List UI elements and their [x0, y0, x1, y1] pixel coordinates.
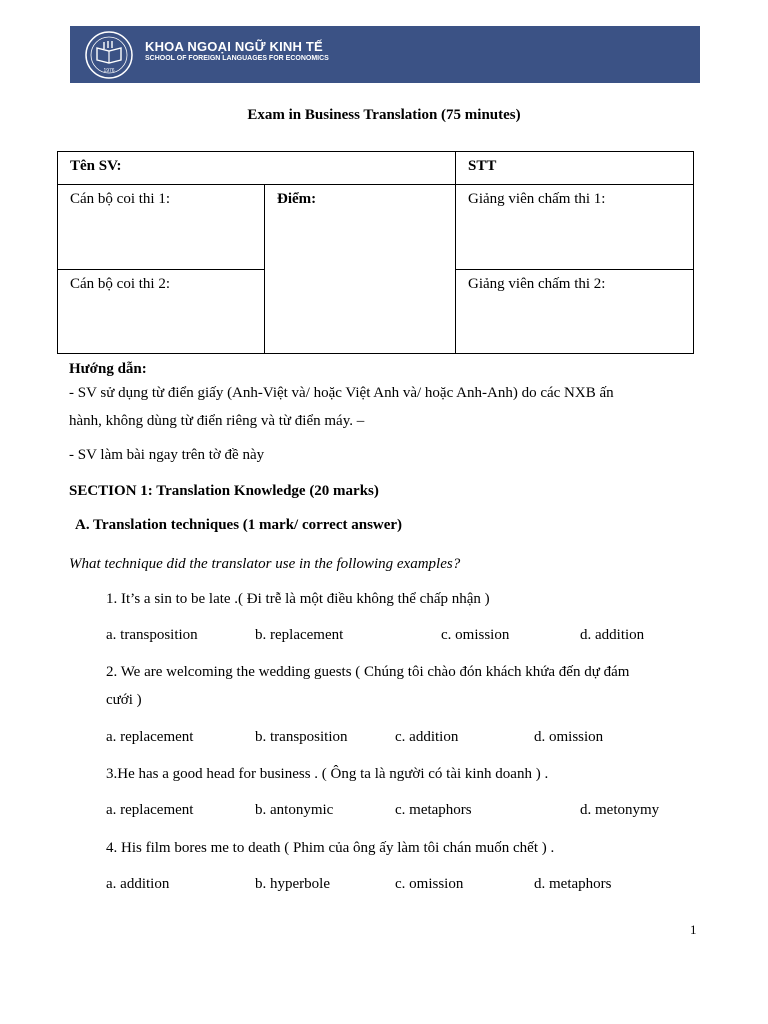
q4-option-d[interactable]: d. metaphors	[534, 876, 612, 892]
part-a-title: A. Translation techniques (1 mark/ correct answer)	[75, 517, 403, 533]
q2-option-b[interactable]: b. transposition	[255, 729, 348, 745]
q3-option-b[interactable]: b. antonymic	[255, 802, 334, 818]
instructions-line-1a: - SV sử dụng từ điển giấy (Anh-Việt và/ hoặc Việt Anh và/ hoặc Anh-Anh) do các NXB ấn	[69, 385, 614, 401]
q2-option-d[interactable]: d. omission	[534, 729, 604, 745]
q3-option-c[interactable]: c. metaphors	[395, 802, 472, 818]
q3-option-a[interactable]: a. replacement	[106, 802, 194, 818]
q1-option-d[interactable]: d. addition	[580, 627, 645, 643]
seal-year: 1976	[103, 68, 115, 74]
q1-option-b[interactable]: b. replacement	[255, 627, 344, 643]
exam-title: Exam in Business Translation (75 minutes)	[247, 107, 521, 123]
question-prompt: What technique did the translator use in the following examples?	[69, 556, 461, 572]
student-info-table	[57, 151, 694, 354]
page-number: 1	[690, 922, 697, 937]
q1-option-a[interactable]: a. transposition	[106, 627, 198, 643]
q4-option-c[interactable]: c. omission	[395, 876, 464, 892]
q4-option-a[interactable]: a. addition	[106, 876, 170, 892]
question-2-text: 2. We are welcoming the wedding guests ( Chúng tôi chào đón khách khứa đến dự đám	[106, 664, 630, 680]
book-seal-icon	[84, 30, 134, 80]
grader-2-cell[interactable]: Giảng viên chấm thi 2:	[456, 270, 694, 354]
grader-1-cell[interactable]: Giảng viên chấm thi 1:	[456, 185, 694, 270]
instructions-line-1b: hành, không dùng từ điển riêng và từ điển máy. –	[69, 413, 365, 429]
instructions-heading: Hướng dẫn:	[69, 361, 147, 377]
question-4-text: 4. His film bores me to death ( Phim của ông ấy làm tôi chán muốn chết ) .	[106, 840, 555, 856]
question-2-text-cont: cưới )	[106, 692, 142, 708]
stt-cell[interactable]: STT	[456, 152, 694, 185]
score-cell[interactable]: Điểm:	[265, 185, 456, 354]
proctor-1-cell[interactable]: Cán bộ coi thi 1:	[58, 185, 265, 270]
banner-title: KHOA NGOẠI NGỮ KINH TẾ	[145, 39, 323, 54]
instructions-line-2: - SV làm bài ngay trên tờ đề này	[69, 447, 265, 463]
question-1-text: 1. It’s a sin to be late .( Đi trễ là một điều không thể chấp nhận )	[106, 591, 490, 607]
q2-option-c[interactable]: c. addition	[395, 729, 459, 745]
question-3-text: 3.He has a good head for business . ( Ông ta là người có tài kinh doanh ) .	[106, 766, 549, 782]
q2-option-a[interactable]: a. replacement	[106, 729, 194, 745]
q1-option-c[interactable]: c. omission	[441, 627, 510, 643]
section-1-title: SECTION 1: Translation Knowledge (20 marks)	[69, 483, 379, 499]
q4-option-b[interactable]: b. hyperbole	[255, 876, 330, 892]
student-name-cell[interactable]: Tên SV:	[58, 152, 456, 185]
proctor-2-cell[interactable]: Cán bộ coi thi 2:	[58, 270, 265, 354]
q3-option-d[interactable]: d. metonymy	[580, 802, 660, 818]
banner-subtitle: SCHOOL OF FOREIGN LANGUAGES FOR ECONOMICS	[145, 55, 329, 62]
